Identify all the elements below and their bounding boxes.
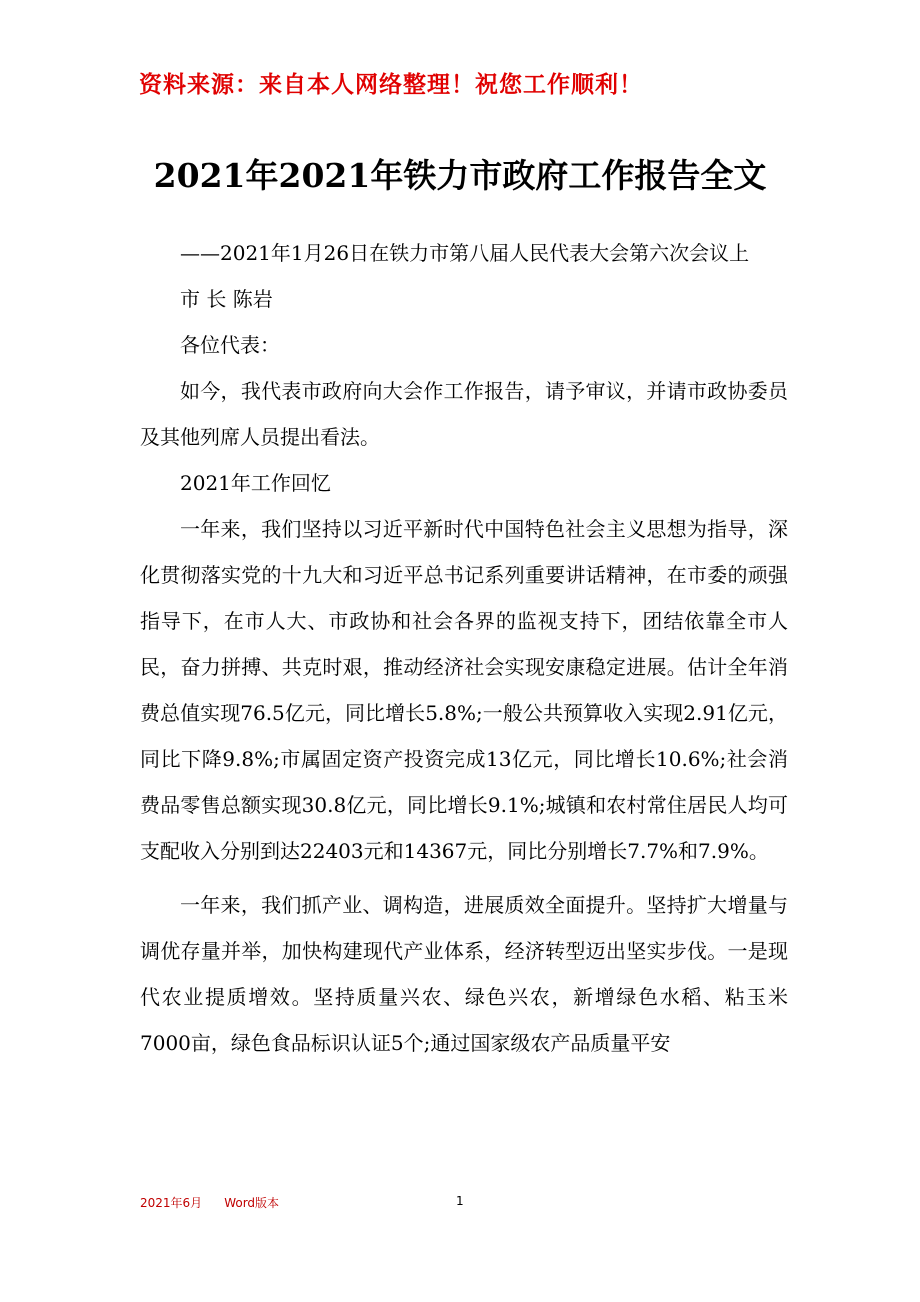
- document-body: [140, 230, 788, 1066]
- footer-date: 2021年6月: [140, 1196, 203, 1210]
- section-heading: 2021年工作回忆: [180, 471, 331, 495]
- paragraph: 一年来，我们坚持以习近平新时代中国特色社会主义思想为指导，深化贯彻落实党的十九大和习近平总书记系列重要讲话精神，在市委的顽强指导下，在市人大、市政协和社会各界的监视支持下，团结依靠全市人民，奋力拼搏、共克时艰，推动经济社会实现安康稳定进展。估计全年消费总值实现76.5亿元，同比增长5.8%;一般公共预算收入实现2.91亿元，同比下降9.8%;市属固定资产投资完成13亿元，同比增长10.6%;社会消费品零售总额实现30.8亿元，同比增长9.1%;城镇和农村常住居民人均可支配收入分别到达22403元和14367元，同比分别增长7.7%和7.9%。: [140, 517, 788, 863]
- speaker-line: 市 长 陈岩: [180, 287, 273, 311]
- salutation: 各位代表：: [180, 333, 280, 357]
- source-note: 资料来源：来自本人网络整理！祝您工作顺利！: [139, 72, 643, 98]
- document-title: 2021年2021年铁力市政府工作报告全文: [153, 156, 767, 195]
- page-footer: [0, 1192, 920, 1214]
- meeting-line: ——2021年1月26日在铁力市第八届人民代表大会第六次会议上: [180, 241, 750, 265]
- paragraph: 一年来，我们抓产业、调构造，进展质效全面提升。坚持扩大增量与调优存量并举，加快构建现代产业体系，经济转型迈出坚实步伐。一是现代农业提质增效。坚持质量兴农、绿色兴农，新增绿色水稻、粘玉米7000亩，绿色食品标识认证5个;通过国家级农产品质量平安: [140, 893, 788, 1055]
- footer-version: Word版本: [224, 1196, 280, 1210]
- footer-info: [140, 1194, 279, 1211]
- paragraph: 如今，我代表市政府向大会作工作报告，请予审议，并请市政协委员及其他列席人员提出看法。: [140, 379, 788, 449]
- page-number: 1: [456, 1194, 464, 1208]
